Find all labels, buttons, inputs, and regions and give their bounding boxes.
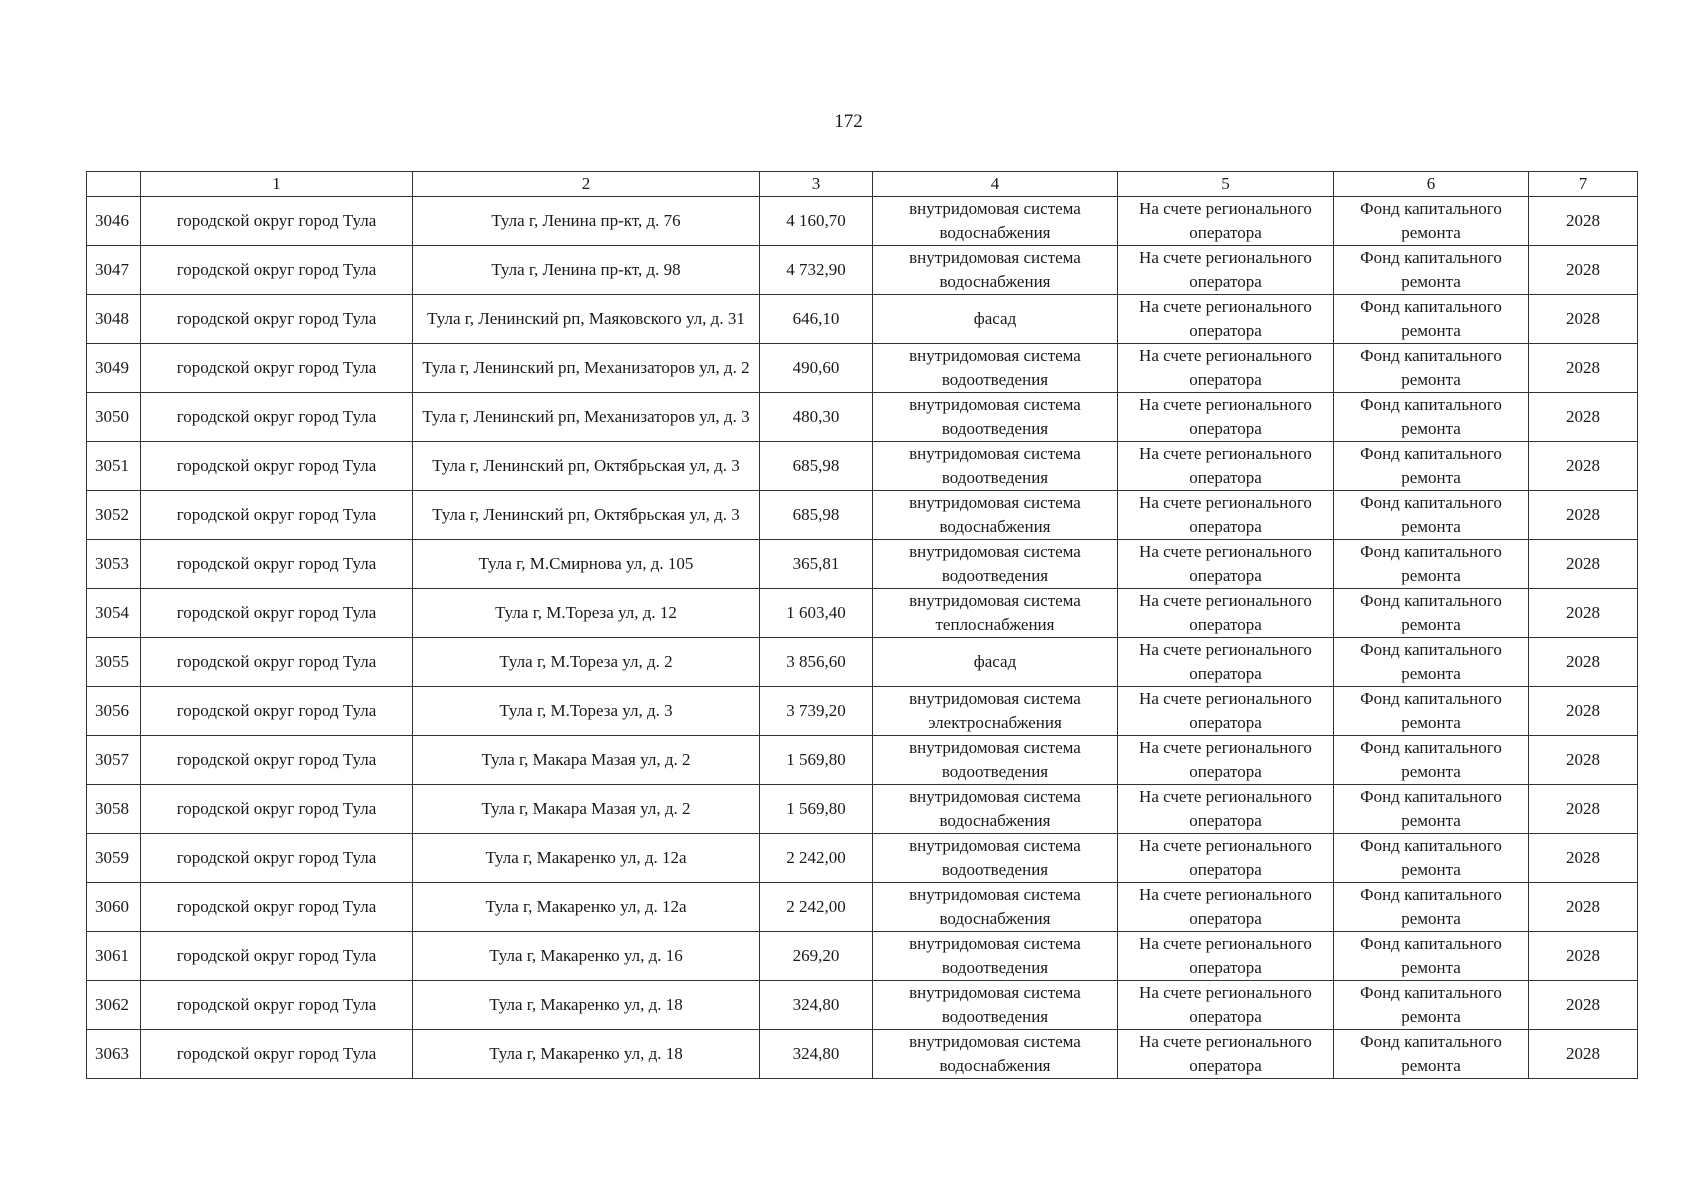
column-header: 7 bbox=[1529, 172, 1638, 197]
row-number-cell: 3048 bbox=[87, 295, 141, 344]
year-cell: 2028 bbox=[1529, 736, 1638, 785]
account-cell: На счете регионального оператора bbox=[1118, 540, 1334, 589]
year-cell: 2028 bbox=[1529, 1030, 1638, 1079]
district-cell: городской округ город Тула bbox=[141, 981, 413, 1030]
year-cell: 2028 bbox=[1529, 295, 1638, 344]
fund-cell: Фонд капитального ремонта bbox=[1334, 981, 1529, 1030]
area-cell: 324,80 bbox=[760, 1030, 873, 1079]
district-cell: городской округ город Тула bbox=[141, 1030, 413, 1079]
table-row bbox=[87, 785, 1638, 834]
column-header: 5 bbox=[1118, 172, 1334, 197]
area-cell: 4 732,90 bbox=[760, 246, 873, 295]
year-cell: 2028 bbox=[1529, 246, 1638, 295]
district-cell: городской округ город Тула bbox=[141, 540, 413, 589]
address-cell: Тула г, М.Тореза ул, д. 12 bbox=[413, 589, 760, 638]
row-number-cell: 3053 bbox=[87, 540, 141, 589]
district-cell: городской округ город Тула bbox=[141, 638, 413, 687]
table-row bbox=[87, 197, 1638, 246]
year-cell: 2028 bbox=[1529, 834, 1638, 883]
work-type-cell: внутридомовая система водоотведения bbox=[873, 393, 1118, 442]
district-cell: городской округ город Тула bbox=[141, 246, 413, 295]
repair-register-table bbox=[86, 171, 1638, 1079]
fund-cell: Фонд капитального ремонта bbox=[1334, 540, 1529, 589]
address-cell: Тула г, Макаренко ул, д. 12а bbox=[413, 883, 760, 932]
fund-cell: Фонд капитального ремонта bbox=[1334, 1030, 1529, 1079]
fund-cell: Фонд капитального ремонта bbox=[1334, 393, 1529, 442]
work-type-cell: внутридомовая система водоотведения bbox=[873, 736, 1118, 785]
work-type-cell: внутридомовая система водоснабжения bbox=[873, 491, 1118, 540]
district-cell: городской округ город Тула bbox=[141, 589, 413, 638]
address-cell: Тула г, Ленина пр-кт, д. 98 bbox=[413, 246, 760, 295]
work-type-cell: внутридомовая система водоотведения bbox=[873, 540, 1118, 589]
year-cell: 2028 bbox=[1529, 981, 1638, 1030]
year-cell: 2028 bbox=[1529, 638, 1638, 687]
account-cell: На счете регионального оператора bbox=[1118, 834, 1334, 883]
address-cell: Тула г, Ленинский рп, Механизаторов ул, д. 2 bbox=[413, 344, 760, 393]
table-row bbox=[87, 589, 1638, 638]
district-cell: городской округ город Тула bbox=[141, 834, 413, 883]
table-row bbox=[87, 981, 1638, 1030]
page-number: 172 bbox=[834, 111, 863, 132]
area-cell: 3 739,20 bbox=[760, 687, 873, 736]
district-cell: городской округ город Тула bbox=[141, 442, 413, 491]
area-cell: 2 242,00 bbox=[760, 883, 873, 932]
year-cell: 2028 bbox=[1529, 393, 1638, 442]
row-number-cell: 3050 bbox=[87, 393, 141, 442]
table-row bbox=[87, 834, 1638, 883]
area-cell: 646,10 bbox=[760, 295, 873, 344]
district-cell: городской округ город Тула bbox=[141, 393, 413, 442]
fund-cell: Фонд капитального ремонта bbox=[1334, 589, 1529, 638]
account-cell: На счете регионального оператора bbox=[1118, 197, 1334, 246]
fund-cell: Фонд капитального ремонта bbox=[1334, 687, 1529, 736]
year-cell: 2028 bbox=[1529, 687, 1638, 736]
area-cell: 365,81 bbox=[760, 540, 873, 589]
area-cell: 4 160,70 bbox=[760, 197, 873, 246]
fund-cell: Фонд капитального ремонта bbox=[1334, 442, 1529, 491]
fund-cell: Фонд капитального ремонта bbox=[1334, 246, 1529, 295]
table-row bbox=[87, 883, 1638, 932]
district-cell: городской округ город Тула bbox=[141, 295, 413, 344]
address-cell: Тула г, Макара Мазая ул, д. 2 bbox=[413, 736, 760, 785]
row-number-cell: 3062 bbox=[87, 981, 141, 1030]
row-number-cell: 3061 bbox=[87, 932, 141, 981]
address-cell: Тула г, Макаренко ул, д. 18 bbox=[413, 1030, 760, 1079]
address-cell: Тула г, Макара Мазая ул, д. 2 bbox=[413, 785, 760, 834]
account-cell: На счете регионального оператора bbox=[1118, 736, 1334, 785]
address-cell: Тула г, Ленина пр-кт, д. 76 bbox=[413, 197, 760, 246]
address-cell: Тула г, Макаренко ул, д. 16 bbox=[413, 932, 760, 981]
fund-cell: Фонд капитального ремонта bbox=[1334, 344, 1529, 393]
account-cell: На счете регионального оператора bbox=[1118, 491, 1334, 540]
work-type-cell: фасад bbox=[873, 295, 1118, 344]
address-cell: Тула г, Ленинский рп, Октябрьская ул, д. 3 bbox=[413, 491, 760, 540]
work-type-cell: внутридомовая система водоснабжения bbox=[873, 246, 1118, 295]
account-cell: На счете регионального оператора bbox=[1118, 785, 1334, 834]
row-number-cell: 3056 bbox=[87, 687, 141, 736]
address-cell: Тула г, Ленинский рп, Механизаторов ул, д. 3 bbox=[413, 393, 760, 442]
table-row bbox=[87, 687, 1638, 736]
year-cell: 2028 bbox=[1529, 589, 1638, 638]
header-row bbox=[87, 172, 1638, 197]
fund-cell: Фонд капитального ремонта bbox=[1334, 883, 1529, 932]
work-type-cell: фасад bbox=[873, 638, 1118, 687]
fund-cell: Фонд капитального ремонта bbox=[1334, 491, 1529, 540]
address-cell: Тула г, Макаренко ул, д. 12а bbox=[413, 834, 760, 883]
area-cell: 1 569,80 bbox=[760, 785, 873, 834]
table-row bbox=[87, 246, 1638, 295]
table-row bbox=[87, 491, 1638, 540]
column-header: 2 bbox=[413, 172, 760, 197]
column-header: 6 bbox=[1334, 172, 1529, 197]
row-number-cell: 3059 bbox=[87, 834, 141, 883]
district-cell: городской округ город Тула bbox=[141, 932, 413, 981]
work-type-cell: внутридомовая система водоснабжения bbox=[873, 197, 1118, 246]
account-cell: На счете регионального оператора bbox=[1118, 932, 1334, 981]
table-row bbox=[87, 932, 1638, 981]
row-number-cell: 3063 bbox=[87, 1030, 141, 1079]
district-cell: городской округ город Тула bbox=[141, 491, 413, 540]
area-cell: 490,60 bbox=[760, 344, 873, 393]
district-cell: городской округ город Тула bbox=[141, 736, 413, 785]
work-type-cell: внутридомовая система водоотведения bbox=[873, 344, 1118, 393]
column-header bbox=[87, 172, 141, 197]
table-row bbox=[87, 344, 1638, 393]
work-type-cell: внутридомовая система водоотведения bbox=[873, 834, 1118, 883]
fund-cell: Фонд капитального ремонта bbox=[1334, 295, 1529, 344]
fund-cell: Фонд капитального ремонта bbox=[1334, 736, 1529, 785]
column-header: 4 bbox=[873, 172, 1118, 197]
account-cell: На счете регионального оператора bbox=[1118, 1030, 1334, 1079]
account-cell: На счете регионального оператора bbox=[1118, 638, 1334, 687]
account-cell: На счете регионального оператора bbox=[1118, 295, 1334, 344]
row-number-cell: 3046 bbox=[87, 197, 141, 246]
row-number-cell: 3054 bbox=[87, 589, 141, 638]
account-cell: На счете регионального оператора bbox=[1118, 981, 1334, 1030]
work-type-cell: внутридомовая система водоснабжения bbox=[873, 1030, 1118, 1079]
row-number-cell: 3055 bbox=[87, 638, 141, 687]
work-type-cell: внутридомовая система водоотведения bbox=[873, 932, 1118, 981]
year-cell: 2028 bbox=[1529, 785, 1638, 834]
address-cell: Тула г, Ленинский рп, Маяковского ул, д. 31 bbox=[413, 295, 760, 344]
area-cell: 1 603,40 bbox=[760, 589, 873, 638]
area-cell: 269,20 bbox=[760, 932, 873, 981]
table-row bbox=[87, 1030, 1638, 1079]
fund-cell: Фонд капитального ремонта bbox=[1334, 932, 1529, 981]
work-type-cell: внутридомовая система электроснабжения bbox=[873, 687, 1118, 736]
row-number-cell: 3057 bbox=[87, 736, 141, 785]
address-cell: Тула г, М.Тореза ул, д. 2 bbox=[413, 638, 760, 687]
area-cell: 685,98 bbox=[760, 491, 873, 540]
account-cell: На счете регионального оператора bbox=[1118, 442, 1334, 491]
year-cell: 2028 bbox=[1529, 197, 1638, 246]
account-cell: На счете регионального оператора bbox=[1118, 687, 1334, 736]
fund-cell: Фонд капитального ремонта bbox=[1334, 638, 1529, 687]
area-cell: 324,80 bbox=[760, 981, 873, 1030]
account-cell: На счете регионального оператора bbox=[1118, 246, 1334, 295]
account-cell: На счете регионального оператора bbox=[1118, 589, 1334, 638]
work-type-cell: внутридомовая система водоотведения bbox=[873, 442, 1118, 491]
table-row bbox=[87, 442, 1638, 491]
district-cell: городской округ город Тула bbox=[141, 197, 413, 246]
table-row bbox=[87, 393, 1638, 442]
district-cell: городской округ город Тула bbox=[141, 344, 413, 393]
table-row bbox=[87, 736, 1638, 785]
column-header: 3 bbox=[760, 172, 873, 197]
area-cell: 1 569,80 bbox=[760, 736, 873, 785]
year-cell: 2028 bbox=[1529, 491, 1638, 540]
account-cell: На счете регионального оператора bbox=[1118, 393, 1334, 442]
fund-cell: Фонд капитального ремонта bbox=[1334, 197, 1529, 246]
column-header: 1 bbox=[141, 172, 413, 197]
district-cell: городской округ город Тула bbox=[141, 785, 413, 834]
area-cell: 480,30 bbox=[760, 393, 873, 442]
work-type-cell: внутридомовая система водоснабжения bbox=[873, 883, 1118, 932]
work-type-cell: внутридомовая система водоснабжения bbox=[873, 785, 1118, 834]
account-cell: На счете регионального оператора bbox=[1118, 883, 1334, 932]
work-type-cell: внутридомовая система водоотведения bbox=[873, 981, 1118, 1030]
year-cell: 2028 bbox=[1529, 883, 1638, 932]
year-cell: 2028 bbox=[1529, 344, 1638, 393]
address-cell: Тула г, Макаренко ул, д. 18 bbox=[413, 981, 760, 1030]
row-number-cell: 3047 bbox=[87, 246, 141, 295]
table-row bbox=[87, 540, 1638, 589]
row-number-cell: 3049 bbox=[87, 344, 141, 393]
district-cell: городской округ город Тула bbox=[141, 883, 413, 932]
account-cell: На счете регионального оператора bbox=[1118, 344, 1334, 393]
table-row bbox=[87, 295, 1638, 344]
work-type-cell: внутридомовая система теплоснабжения bbox=[873, 589, 1118, 638]
row-number-cell: 3060 bbox=[87, 883, 141, 932]
address-cell: Тула г, М.Тореза ул, д. 3 bbox=[413, 687, 760, 736]
row-number-cell: 3051 bbox=[87, 442, 141, 491]
address-cell: Тула г, Ленинский рп, Октябрьская ул, д. 3 bbox=[413, 442, 760, 491]
fund-cell: Фонд капитального ремонта bbox=[1334, 785, 1529, 834]
table-row bbox=[87, 638, 1638, 687]
year-cell: 2028 bbox=[1529, 442, 1638, 491]
area-cell: 685,98 bbox=[760, 442, 873, 491]
address-cell: Тула г, М.Смирнова ул, д. 105 bbox=[413, 540, 760, 589]
area-cell: 3 856,60 bbox=[760, 638, 873, 687]
area-cell: 2 242,00 bbox=[760, 834, 873, 883]
row-number-cell: 3052 bbox=[87, 491, 141, 540]
year-cell: 2028 bbox=[1529, 932, 1638, 981]
fund-cell: Фонд капитального ремонта bbox=[1334, 834, 1529, 883]
district-cell: городской округ город Тула bbox=[141, 687, 413, 736]
row-number-cell: 3058 bbox=[87, 785, 141, 834]
year-cell: 2028 bbox=[1529, 540, 1638, 589]
